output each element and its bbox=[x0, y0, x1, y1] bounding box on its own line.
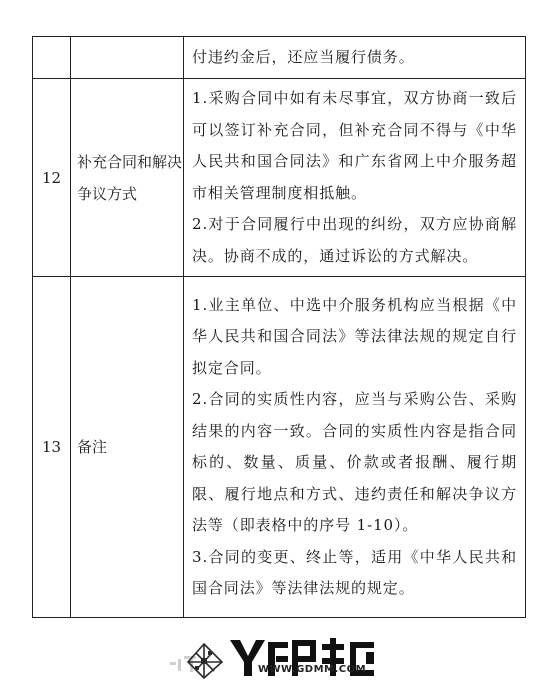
content-paragraph: 2.合同的实质性内容，应当与采购公告、采购结果的内容一致。合同的实质性内容是指合同标的、数量、质量、价款或者报酬、履行期限、履行地点和方式、违约责任和解决争议方法等（即表格中的序号 1-10）。 bbox=[192, 390, 517, 534]
site-watermark bbox=[168, 634, 380, 680]
row-item-name bbox=[71, 37, 184, 79]
row-number bbox=[33, 37, 71, 79]
row-content bbox=[184, 277, 526, 618]
row-content bbox=[184, 79, 526, 277]
row-content bbox=[184, 37, 526, 79]
table-row-continuation bbox=[33, 37, 526, 79]
contract-terms-table bbox=[32, 36, 526, 618]
content-paragraph: 1.采购合同中如有未尽事宜，双方协商一致后可以签订补充合同，但补充合同不得与《中华人民共和国合同法》和广东省网上中介服务超市相关管理制度相抵触。 bbox=[192, 89, 517, 202]
content-paragraph: 3.合同的变更、终止等，适用《中华人民共和国合同法》等法律法规的规定。 bbox=[192, 547, 517, 597]
content-paragraph: 1.业主单位、中选中介服务机构应当根据《中华人民共和国合同法》等法律法规的规定自行拟定合同。 bbox=[192, 295, 517, 377]
row-item-name: 补充合同和解决争议方式 bbox=[71, 79, 184, 277]
row-number: 13 bbox=[33, 277, 71, 618]
content-paragraph: 2.对于合同履行中出现的纠纷，双方应协商解决。协商不成的，通过诉讼的方式解决。 bbox=[192, 215, 517, 265]
table-row-12 bbox=[33, 79, 526, 277]
row-number: 12 bbox=[33, 79, 71, 277]
table-row-13 bbox=[33, 277, 526, 618]
watermark-site-text: WWW.GDMM.COM bbox=[258, 664, 367, 675]
content-paragraph: 付违约金后，还应当履行债务。 bbox=[192, 47, 415, 66]
row-item-name: 备注 bbox=[71, 277, 184, 618]
